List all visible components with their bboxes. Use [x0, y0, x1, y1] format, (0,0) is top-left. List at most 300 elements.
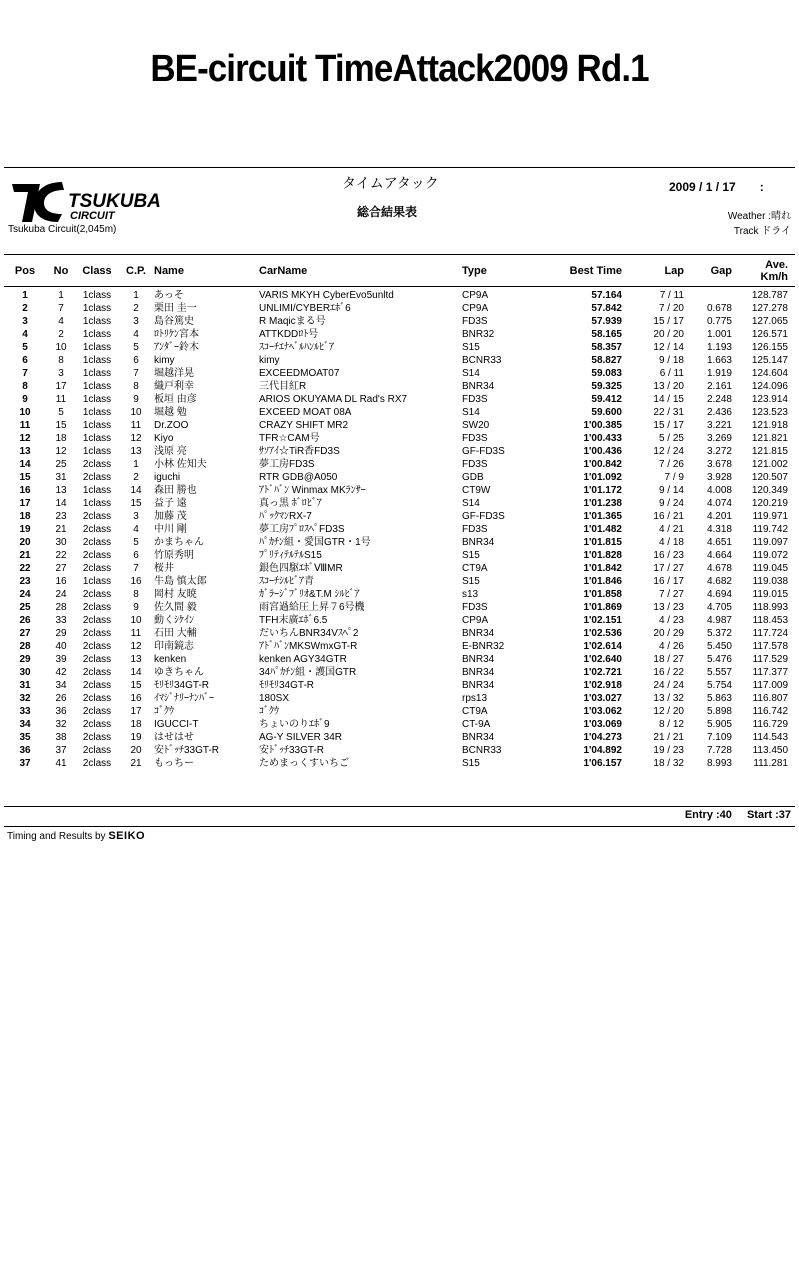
- cell-gap: 3.678: [706, 459, 732, 470]
- cell-best-time: 1'01.858: [583, 589, 622, 600]
- cell-type: FD3S: [462, 394, 488, 405]
- cell-pos: 10: [19, 407, 31, 418]
- cell-class: 2class: [82, 654, 112, 665]
- cell-type: FD3S: [462, 602, 488, 613]
- cell-name: かまちゃん: [154, 537, 204, 548]
- col-class: Class: [82, 265, 112, 277]
- table-row: [4, 367, 788, 380]
- cell-gap: 1.663: [706, 355, 732, 366]
- cell-no: 11: [55, 394, 67, 405]
- cell-name: ゆきちゃん: [154, 667, 204, 678]
- cell-class: 1class: [82, 485, 112, 496]
- cell-ave-speed: 119.015: [752, 589, 788, 600]
- cell-no: 28: [55, 602, 67, 613]
- cell-carname: ﾓﾘﾓﾘ34GT-R: [259, 680, 315, 691]
- cell-carname: CRAZY SHIFT MR2: [259, 420, 349, 431]
- col-lap: Lap: [664, 265, 684, 277]
- cell-type: FD3S: [462, 316, 488, 327]
- table-row: [4, 445, 788, 458]
- cell-no: 22: [55, 550, 67, 561]
- cell-carname: R Maqicまる号: [259, 316, 326, 327]
- table-row: [4, 679, 788, 692]
- cell-gap: 2.436: [706, 407, 732, 418]
- cell-cp: 13: [130, 654, 142, 665]
- cell-no: 13: [55, 485, 67, 496]
- cell-gap: 5.476: [706, 654, 732, 665]
- cell-pos: 21: [19, 550, 31, 561]
- cell-carname: ｺﾞｸｳ: [259, 706, 279, 717]
- cell-cp: 3: [133, 316, 139, 327]
- cell-no: 7: [58, 303, 64, 314]
- cell-class: 1class: [82, 290, 112, 301]
- col-cp: C.P.: [126, 265, 146, 277]
- table-row: [4, 562, 788, 575]
- cell-lap: 19 / 23: [653, 745, 684, 756]
- cell-type: CP9A: [462, 290, 489, 301]
- cell-pos: 22: [19, 563, 31, 574]
- cell-no: 29: [55, 628, 67, 639]
- cell-type: S15: [462, 550, 480, 561]
- cell-cp: 4: [133, 329, 139, 340]
- svg-text:CIRCUIT: CIRCUIT: [70, 210, 115, 222]
- cell-gap: 8.993: [706, 758, 732, 769]
- cell-no: 3: [58, 368, 64, 379]
- cell-gap: 5.450: [706, 641, 732, 652]
- cell-pos: 12: [19, 433, 31, 444]
- cell-pos: 13: [19, 446, 31, 457]
- col-pos: Pos: [14, 265, 36, 277]
- cell-best-time: 1'02.151: [583, 615, 622, 626]
- cell-name: 栗田 圭一: [154, 303, 197, 314]
- svg-text:TSUKUBA: TSUKUBA: [68, 191, 161, 212]
- cell-lap: 18 / 32: [653, 758, 684, 769]
- cell-lap: 4 / 18: [658, 537, 684, 548]
- cell-pos: 11: [19, 420, 31, 431]
- cell-best-time: 57.939: [591, 316, 622, 327]
- cell-gap: 4.694: [706, 589, 732, 600]
- cell-no: 38: [55, 732, 67, 743]
- cell-best-time: 1'01.172: [583, 485, 622, 496]
- cell-lap: 12 / 14: [653, 342, 684, 353]
- cell-class: 2class: [82, 524, 112, 535]
- cell-best-time: 1'01.842: [583, 563, 622, 574]
- cell-best-time: 1'06.157: [583, 758, 622, 769]
- cell-best-time: 1'01.238: [583, 498, 622, 509]
- cell-best-time: 58.165: [591, 329, 622, 340]
- cell-gap: 5.754: [706, 680, 732, 691]
- cell-type: BNR34: [462, 628, 495, 639]
- cell-lap: 17 / 27: [653, 563, 684, 574]
- cell-cp: 5: [133, 342, 139, 353]
- cell-class: 1class: [82, 342, 112, 353]
- cell-type: CT9A: [462, 563, 488, 574]
- cell-ave-speed: 121.815: [751, 446, 788, 457]
- cell-cp: 18: [130, 719, 142, 730]
- cell-class: 1class: [82, 368, 112, 379]
- cell-ave-speed: 119.742: [752, 524, 788, 535]
- cell-cp: 13: [130, 446, 142, 457]
- cell-lap: 13 / 32: [653, 693, 684, 704]
- cell-lap: 5 / 25: [658, 433, 684, 444]
- table-row: [4, 588, 788, 601]
- cell-gap: 1.193: [706, 342, 732, 353]
- cell-cp: 12: [130, 641, 142, 652]
- cell-type: BNR34: [462, 654, 495, 665]
- cell-name: 島谷篤史: [154, 316, 194, 327]
- cell-carname: ｶﾞﾗｰｼﾞﾌﾞﾘｵ&T.M ｼﾙﾋﾞｱ: [259, 589, 360, 600]
- cell-gap: 5.372: [706, 628, 732, 639]
- cell-ave-speed: 114.543: [752, 732, 788, 743]
- cell-ave-speed: 128.787: [751, 290, 788, 301]
- cell-class: 2class: [82, 641, 112, 652]
- table-row: [4, 705, 788, 718]
- cell-class: 2class: [82, 472, 112, 483]
- cell-ave-speed: 116.807: [752, 693, 788, 704]
- cell-cp: 10: [130, 407, 142, 418]
- cell-carname: RTR GDB@A050: [259, 472, 338, 483]
- cell-cp: 9: [133, 394, 139, 405]
- cell-carname: ﾌﾟﾘﾃｨﾃﾙﾃﾙS15: [259, 550, 322, 561]
- cell-lap: 12 / 20: [653, 706, 684, 717]
- cell-carname: ためまっくすいちご: [259, 758, 349, 769]
- cell-name: ｲﾏｼﾞﾅﾘｰﾅﾝﾊﾞｰ: [154, 693, 214, 704]
- col-gap: Gap: [710, 265, 732, 277]
- cell-type: CT9A: [462, 706, 488, 717]
- cell-class: 1class: [82, 433, 112, 444]
- cell-name: Kiyo: [154, 433, 174, 444]
- cell-pos: 36: [19, 745, 31, 756]
- cell-no: 14: [55, 498, 67, 509]
- cell-no: 16: [55, 576, 67, 587]
- cell-ave-speed: 121.918: [751, 420, 788, 431]
- cell-carname: TFR☆CAM号: [259, 433, 320, 444]
- start-count: Start :37: [746, 809, 791, 821]
- timing-credit: [7, 830, 145, 842]
- cell-cp: 14: [130, 667, 142, 678]
- cell-cp: 20: [130, 745, 142, 756]
- cell-type: BNR34: [462, 537, 495, 548]
- cell-cp: 15: [130, 680, 142, 691]
- cell-carname: AG-Y SILVER 34R: [259, 732, 342, 743]
- entry-count: Entry :40: [684, 809, 732, 821]
- cell-carname: 180SX: [259, 693, 290, 704]
- cell-name: 小林 佐知夫: [154, 459, 207, 470]
- table-row: [4, 328, 788, 341]
- cell-type: SW20: [462, 420, 490, 431]
- cell-pos: 17: [19, 498, 31, 509]
- table-row: [4, 666, 788, 679]
- cell-carname: だいちんBNR34Vｽﾍﾟ2: [259, 628, 359, 639]
- cell-pos: 32: [19, 693, 31, 704]
- cell-carname: ｽｺｰﾁｴﾅﾍﾞﾙﾊﾝﾙﾋﾞｱ: [259, 342, 334, 353]
- table-row: [4, 354, 788, 367]
- cell-name: kenken: [154, 654, 187, 665]
- cell-carname: UNLIMI/CYBERｴﾎﾞ6: [259, 303, 351, 314]
- cell-pos: 15: [19, 472, 31, 483]
- venue-label: Tsukuba Circuit(2,045m): [8, 224, 117, 235]
- cell-best-time: 59.412: [591, 394, 622, 405]
- cell-gap: 4.318: [706, 524, 732, 535]
- cell-type: CT-9A: [462, 719, 491, 730]
- cell-ave-speed: 120.219: [751, 498, 788, 509]
- cell-no: 41: [55, 758, 67, 769]
- cell-best-time: 59.083: [591, 368, 622, 379]
- cell-no: 39: [55, 654, 67, 665]
- cell-name: 岡村 友暁: [154, 589, 197, 600]
- cell-carname: 夢工房ﾌﾟﾛｽﾍﾟFD3S: [259, 524, 345, 535]
- cell-class: 1class: [82, 329, 112, 340]
- cell-carname: ATTKDDﾛﾄ号: [259, 329, 319, 340]
- footer-divider-top: [4, 806, 795, 807]
- table-row: [4, 718, 788, 731]
- cell-no: 2: [58, 329, 64, 340]
- cell-type: CP9A: [462, 615, 489, 626]
- cell-type: S15: [462, 576, 480, 587]
- table-row: [4, 549, 788, 562]
- cell-no: 5: [58, 407, 64, 418]
- cell-type: BNR34: [462, 680, 495, 691]
- cell-cp: 16: [130, 693, 142, 704]
- cell-pos: 29: [19, 654, 31, 665]
- cell-name: ｺﾞｸｳ: [154, 706, 174, 717]
- cell-ave-speed: 126.571: [751, 329, 788, 340]
- cell-pos: 24: [19, 589, 31, 600]
- cell-class: 2class: [82, 628, 112, 639]
- cell-carname: 34ﾊﾟｶﾁﾝ組・護国GTR: [259, 667, 357, 678]
- cell-best-time: 1'01.815: [583, 537, 622, 548]
- cell-cp: 16: [130, 576, 142, 587]
- cell-carname: TFH末廣ｴﾎﾞ6.5: [259, 615, 328, 626]
- cell-ave-speed: 125.147: [751, 355, 788, 366]
- cell-pos: 7: [22, 368, 28, 379]
- col-no: No: [53, 265, 69, 277]
- cell-lap: 16 / 17: [653, 576, 684, 587]
- cell-type: GDB: [462, 472, 484, 483]
- table-row: [4, 692, 788, 705]
- cell-type: BCNR33: [462, 745, 502, 756]
- cell-lap: 7 / 20: [658, 303, 684, 314]
- cell-name: ｱﾝﾀﾞｰ鈴木: [154, 342, 199, 353]
- cell-best-time: 1'02.640: [583, 654, 622, 665]
- cell-no: 42: [55, 667, 67, 678]
- cell-gap: 5.863: [706, 693, 732, 704]
- table-row: [4, 575, 788, 588]
- cell-name: 浅原 亮: [154, 446, 187, 457]
- cell-class: 2class: [82, 511, 112, 522]
- cell-class: 2class: [82, 537, 112, 548]
- table-row: [4, 406, 788, 419]
- cell-carname: ｱﾄﾞﾊﾞﾝMKSWmxGT-R: [259, 641, 358, 652]
- cell-cp: 2: [133, 472, 139, 483]
- cell-ave-speed: 124.096: [751, 381, 788, 392]
- cell-cp: 1: [133, 459, 139, 470]
- cell-pos: 16: [19, 485, 31, 496]
- cell-class: 2class: [82, 563, 112, 574]
- cell-carname: 安ﾄﾞｯﾁ33GT-R: [259, 745, 325, 756]
- table-row: [4, 627, 788, 640]
- cell-pos: 4: [22, 329, 28, 340]
- table-row: [4, 302, 788, 315]
- cell-ave-speed: 121.821: [751, 433, 788, 444]
- cell-gap: 4.201: [706, 511, 732, 522]
- cell-lap: 4 / 26: [658, 641, 684, 652]
- cell-pos: 37: [19, 758, 31, 769]
- table-row: [4, 744, 788, 757]
- header-divider-top: [4, 167, 795, 168]
- cell-best-time: 1'00.433: [583, 433, 622, 444]
- cell-cp: 9: [133, 602, 139, 613]
- cell-ave-speed: 126.155: [751, 342, 788, 353]
- cell-ave-speed: 119.097: [752, 537, 788, 548]
- cell-gap: 7.109: [706, 732, 732, 743]
- cell-best-time: 59.325: [591, 381, 622, 392]
- cell-ave-speed: 117.578: [752, 641, 788, 652]
- cell-gap: 4.008: [706, 485, 732, 496]
- cell-type: BNR34: [462, 667, 495, 678]
- cell-gap: 4.682: [706, 576, 732, 587]
- cell-class: 2class: [82, 615, 112, 626]
- cell-lap: 16 / 23: [653, 550, 684, 561]
- cell-ave-speed: 116.729: [752, 719, 788, 730]
- cell-name: 堀越洋晃: [154, 368, 194, 379]
- cell-name: 佐久間 毅: [154, 602, 197, 613]
- cell-class: 2class: [82, 667, 112, 678]
- cell-ave-speed: 117.529: [752, 654, 788, 665]
- table-row: [4, 341, 788, 354]
- cell-gap: 5.905: [706, 719, 732, 730]
- cell-lap: 7 / 27: [658, 589, 684, 600]
- col-ave-label: Ave.: [765, 259, 788, 271]
- cell-class: 2class: [82, 602, 112, 613]
- cell-type: s13: [462, 589, 479, 600]
- cell-gap: 0.775: [706, 316, 732, 327]
- cell-pos: 1: [22, 290, 28, 301]
- cell-pos: 33: [19, 706, 31, 717]
- cell-name: 織戸利幸: [154, 381, 194, 392]
- cell-gap: 3.928: [706, 472, 732, 483]
- cell-name: 桜井: [154, 563, 174, 574]
- cell-cp: 6: [133, 550, 139, 561]
- table-header-divider-bottom: [4, 286, 795, 287]
- cell-no: 23: [55, 511, 67, 522]
- cell-gap: 4.987: [706, 615, 732, 626]
- cell-lap: 24 / 24: [653, 680, 684, 691]
- cell-class: 1class: [82, 446, 112, 457]
- cell-ave-speed: 118.453: [752, 615, 788, 626]
- cell-pos: 35: [19, 732, 31, 743]
- cell-cp: 10: [130, 615, 142, 626]
- cell-gap: [684, 289, 732, 302]
- cell-best-time: 1'01.365: [583, 511, 622, 522]
- cell-class: 1class: [82, 303, 112, 314]
- col-type: Type: [462, 265, 487, 277]
- cell-type: CP9A: [462, 303, 489, 314]
- cell-best-time: 1'00.436: [583, 446, 622, 457]
- table-row: [4, 432, 788, 445]
- cell-no: 25: [55, 459, 67, 470]
- cell-lap: 21 / 21: [653, 732, 684, 743]
- cell-gap: 2.161: [706, 381, 732, 392]
- cell-ave-speed: 123.914: [751, 394, 788, 405]
- cell-gap: 4.678: [706, 563, 732, 574]
- cell-no: 36: [55, 706, 67, 717]
- cell-name: ﾛﾄﾘｹﾝ宮本: [154, 329, 199, 340]
- cell-carname: kimy: [259, 355, 280, 366]
- table-row: [4, 601, 788, 614]
- cell-cp: 5: [133, 537, 139, 548]
- cell-type: S15: [462, 342, 480, 353]
- cell-no: 27: [55, 563, 67, 574]
- cell-name: 牛島 慎太郎: [154, 576, 207, 587]
- cell-lap: 16 / 22: [653, 667, 684, 678]
- cell-cp: 21: [130, 758, 142, 769]
- cell-lap: 4 / 23: [658, 615, 684, 626]
- cell-lap: 20 / 20: [653, 329, 684, 340]
- cell-gap: 4.705: [706, 602, 732, 613]
- col-carname: CarName: [259, 265, 308, 277]
- cell-class: 2class: [82, 745, 112, 756]
- cell-no: 31: [55, 472, 67, 483]
- cell-name: kimy: [154, 355, 175, 366]
- cell-pos: 28: [19, 641, 31, 652]
- col-best-time: Best Time: [569, 265, 622, 277]
- table-row: [4, 731, 788, 744]
- cell-pos: 26: [19, 615, 31, 626]
- cell-lap: 8 / 12: [658, 719, 684, 730]
- table-row: [4, 614, 788, 627]
- cell-name: あっそ: [154, 290, 184, 301]
- cell-class: 1class: [82, 394, 112, 405]
- cell-gap: 1.001: [706, 329, 732, 340]
- cell-lap: 16 / 21: [653, 511, 684, 522]
- cell-name: Dr.ZOO: [154, 420, 189, 431]
- cell-best-time: 1'02.918: [583, 680, 622, 691]
- table-header-divider-top: [4, 254, 795, 255]
- cell-ave-speed: 124.604: [751, 368, 788, 379]
- page-title: BE-circuit TimeAttack2009 Rd.1: [150, 48, 649, 90]
- cell-cp: 1: [133, 290, 139, 301]
- cell-gap: 2.248: [706, 394, 732, 405]
- cell-type: FD3S: [462, 459, 488, 470]
- tsukuba-circuit-logo: [10, 178, 190, 228]
- cell-no: 34: [55, 680, 67, 691]
- cell-name: もっちー: [154, 758, 194, 769]
- cell-carname: EXCEEDMOAT07: [259, 368, 340, 379]
- cell-name: ﾓﾘﾓﾘ34GT-R: [154, 680, 210, 691]
- cell-pos: 34: [19, 719, 31, 730]
- cell-best-time: 1'01.828: [583, 550, 622, 561]
- cell-ave-speed: 119.971: [752, 511, 788, 522]
- cell-ave-speed: 127.278: [751, 303, 788, 314]
- cell-carname: ｽｺｰﾁｼﾙﾋﾞｱ青: [259, 576, 314, 587]
- event-name: タイムアタック: [342, 176, 439, 192]
- cell-name: はせはせ: [154, 732, 194, 743]
- cell-carname: EXCEED MOAT 08A: [259, 407, 352, 418]
- cell-class: 1class: [82, 355, 112, 366]
- cell-pos: 23: [19, 576, 31, 587]
- cell-best-time: 1'00.842: [583, 459, 622, 470]
- cell-carname: ちょいのりｴﾎﾞ9: [259, 719, 330, 730]
- cell-pos: 9: [22, 394, 28, 405]
- cell-lap: 13 / 23: [653, 602, 684, 613]
- cell-pos: 31: [19, 680, 31, 691]
- cell-best-time: 1'02.614: [583, 641, 622, 652]
- col-name: Name: [154, 265, 184, 277]
- cell-no: 21: [55, 524, 67, 535]
- cell-pos: 8: [22, 381, 28, 392]
- track-condition-label: Track ドライ: [733, 226, 791, 237]
- cell-ave-speed: 120.507: [751, 472, 788, 483]
